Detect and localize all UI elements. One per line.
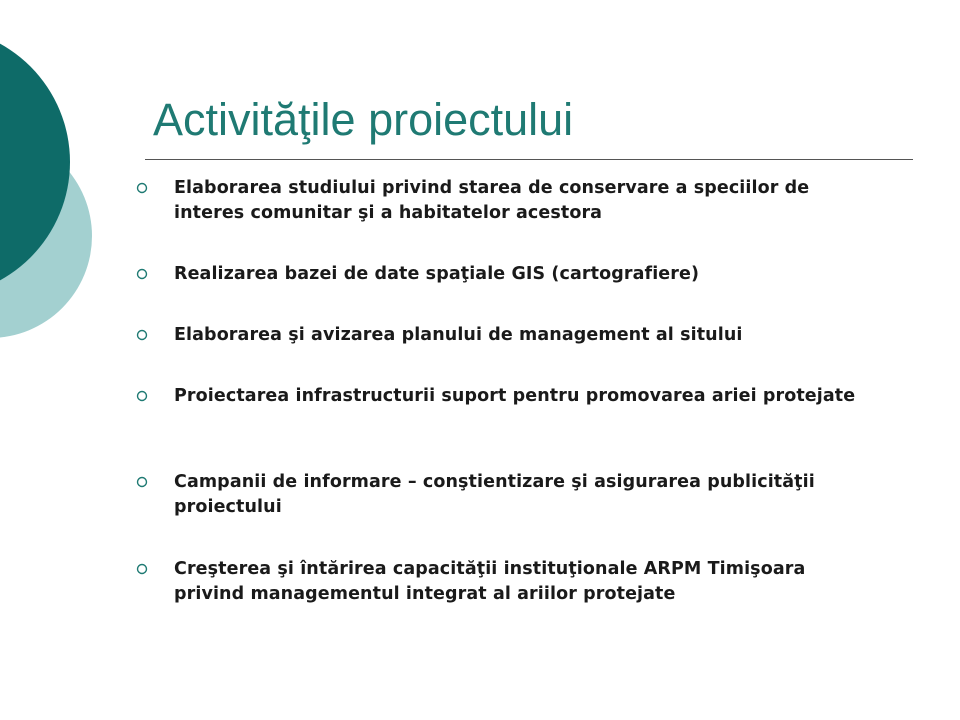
- hollow-circle-icon: [136, 182, 148, 194]
- title-divider: [145, 159, 913, 160]
- bullet-text: Elaborarea şi avizarea planului de management al sitului: [174, 325, 743, 345]
- bullet-text: Campanii de informare – conştientizare şi asigurarea publicităţii proiectului: [174, 472, 815, 517]
- hollow-circle-icon: [136, 390, 148, 402]
- bullet-text: Creşterea şi întărirea capacităţii instituţionale ARPM Timişoara privind managementul integrat al ariilor protejate: [174, 559, 806, 604]
- slide-title: Activităţile proiectului: [153, 94, 574, 145]
- bullet-item: [136, 262, 856, 287]
- bullet-text: Elaborarea studiului privind starea de conservare a speciilor de interes comunitar şi a habitatelor acestora: [174, 178, 810, 223]
- decorative-circles: [0, 0, 120, 420]
- bullet-item: [136, 384, 856, 409]
- hollow-circle-icon: [136, 563, 148, 575]
- hollow-circle-icon: [136, 268, 148, 280]
- bullet-item: [136, 557, 856, 607]
- bullet-text: Realizarea bazei de date spaţiale GIS (cartografiere): [174, 264, 700, 284]
- bullet-text: Proiectarea infrastructurii suport pentru promovarea ariei protejate: [174, 386, 856, 406]
- bullet-item: [136, 323, 856, 348]
- bullet-item: [136, 176, 856, 226]
- hollow-circle-icon: [136, 329, 148, 341]
- hollow-circle-icon: [136, 476, 148, 488]
- bullet-item: [136, 470, 856, 520]
